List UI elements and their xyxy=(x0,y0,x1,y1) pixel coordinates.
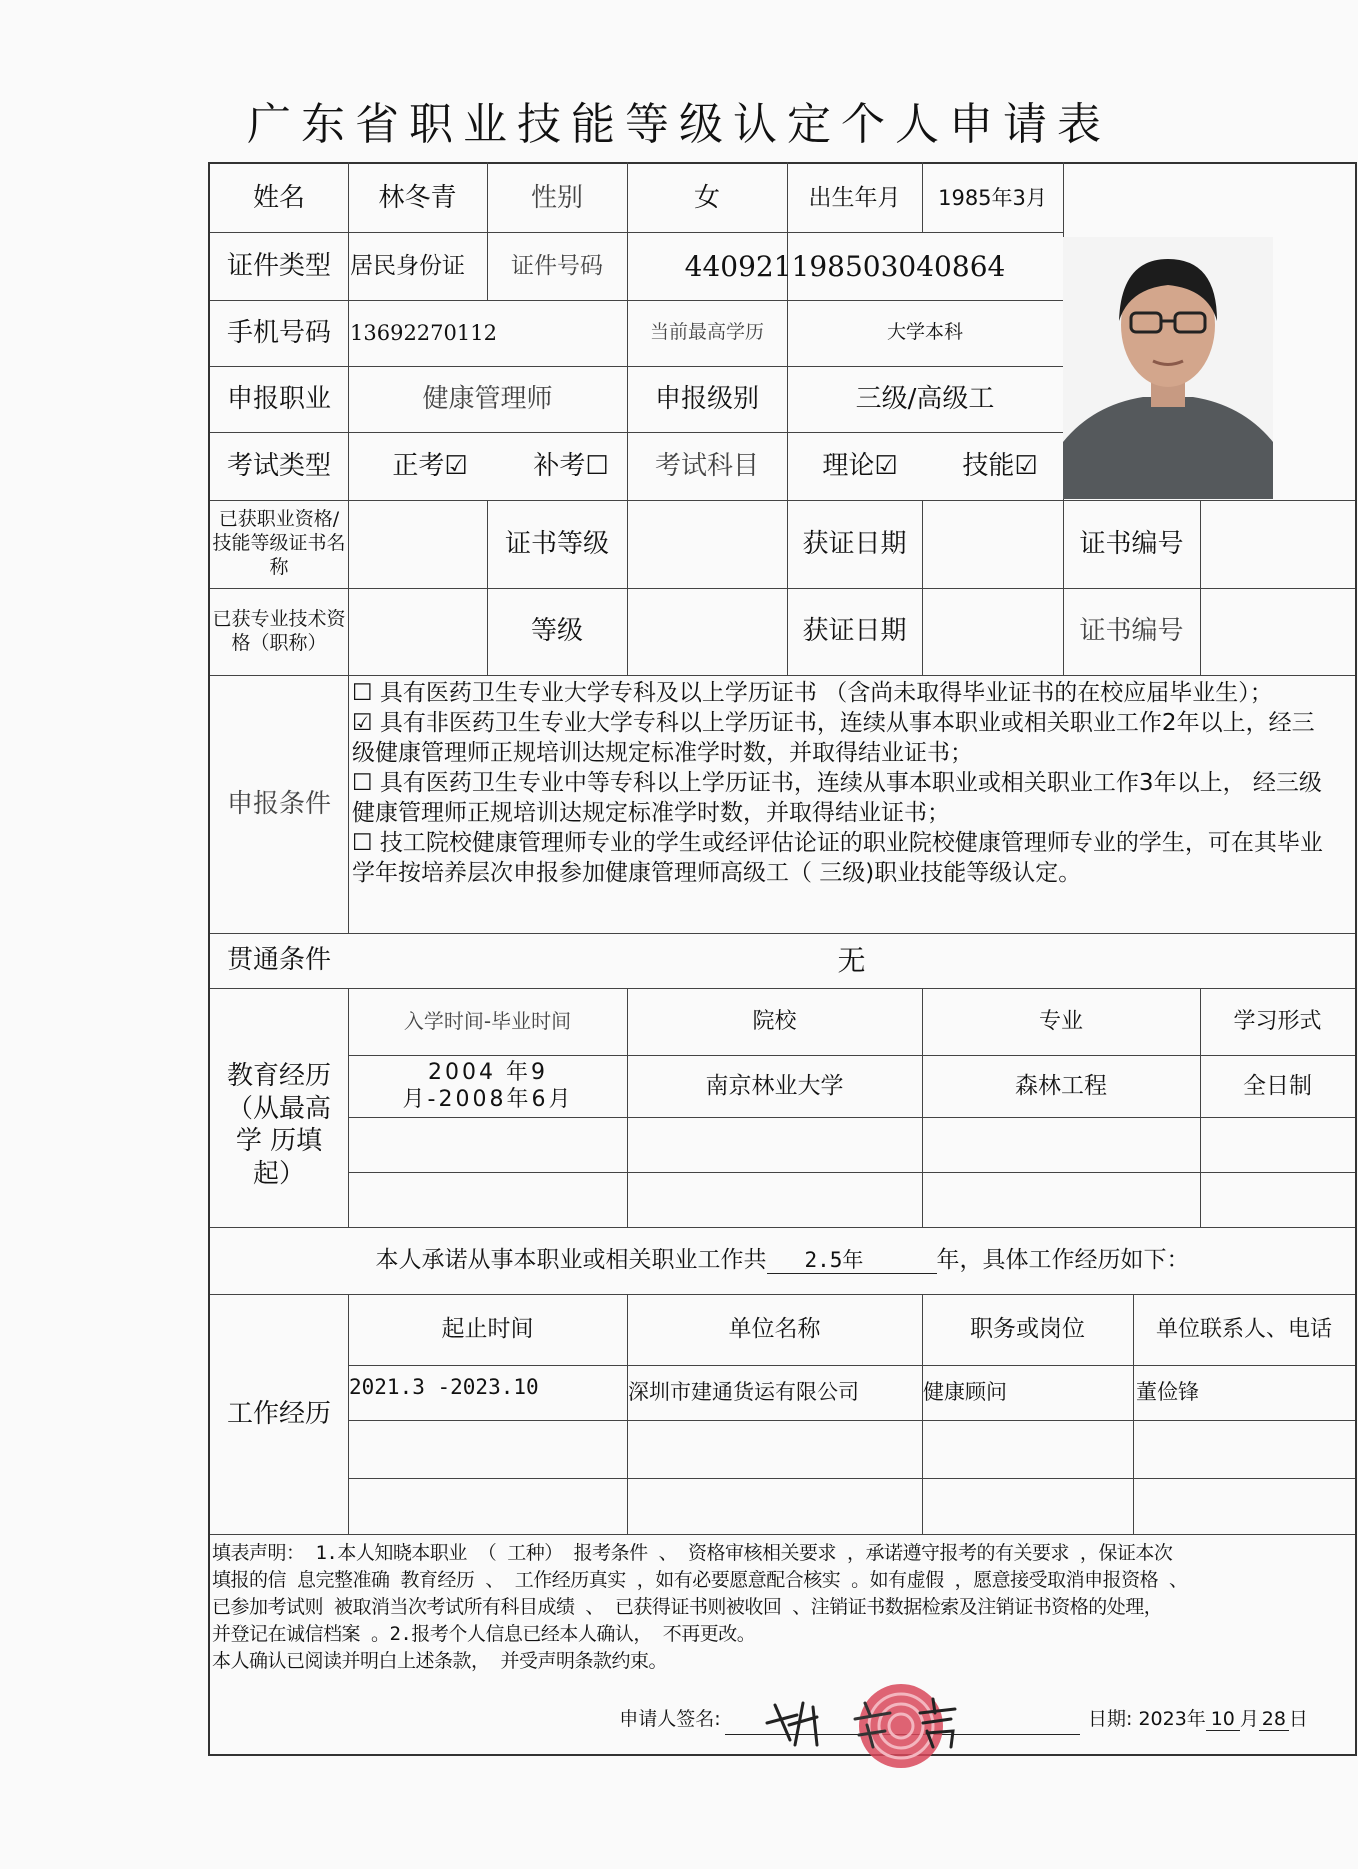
work-row-company[interactable]: 深圳市建通货运有限公司 xyxy=(628,1380,859,1405)
work-header-company: 单位名称 xyxy=(728,1316,821,1343)
edu-label: 当前最高学历 xyxy=(649,321,764,344)
phone-value[interactable]: 13692270112 xyxy=(350,320,497,345)
date-day[interactable]: 28 xyxy=(1259,1708,1289,1731)
job-value[interactable]: 健康管理师 xyxy=(422,383,553,414)
phone-label: 手机号码 xyxy=(226,317,331,348)
subject-skill-checkbox[interactable]: 技能☑ xyxy=(962,450,1038,481)
level-value[interactable]: 三级/高级工 xyxy=(855,383,995,414)
applicant-photo xyxy=(1063,237,1273,499)
work-promise xyxy=(210,1227,1355,1294)
edu-header-major: 专业 xyxy=(1038,1008,1083,1034)
work-row-period[interactable]: 2021.3 -2023.10 xyxy=(349,1375,539,1400)
date-day-unit: 日 xyxy=(1288,1708,1308,1730)
through-value[interactable]: 无 xyxy=(837,944,866,977)
date-year[interactable]: 2023年 xyxy=(1138,1708,1206,1730)
declaration-line: 本人确认已阅读并明白上述条款， 并受声明条款约束。 xyxy=(212,1650,667,1672)
cert-date-label: 获证日期 xyxy=(802,528,907,559)
condition-item-3[interactable]: ☐ 具有医药卫生专业中等专科以上学历证书，连续从事本职业或相关职业工作3年以上， 经三级健康管理师正规培训达规定标准学时数，并取得结业证书； xyxy=(352,770,1322,826)
education-label: 教育经历（从最高学 历填起） xyxy=(226,1061,331,1189)
gender-label: 性别 xyxy=(530,182,583,213)
declaration-line: 并登记在诚信档案 。2.报考个人信息已经本人确认， 不再更改。 xyxy=(212,1623,756,1645)
declaration-line: 已参加考试则 被取消当次考试所有科目成绩 、 已获得证书则被收回 、注销证书数据检索及注销证书资格的处理， xyxy=(212,1596,1163,1618)
edu-row-period[interactable]: 2004 年9 月-2008年6月 xyxy=(402,1059,574,1112)
condition-item-2[interactable]: ☑ 具有非医药卫生专业大学专科以上学历证书，连续从事本职业或相关职业工作2年以上，经三级健康管理师正规培训达规定标准学时数，并取得结业证书； xyxy=(352,710,1315,766)
work-row-position[interactable]: 健康顾问 xyxy=(923,1380,1007,1405)
form-title: 广东省职业技能等级认定个人申请表 xyxy=(247,99,1111,150)
edu-row-form[interactable]: 全日制 xyxy=(1243,1072,1312,1099)
work-label: 工作经历 xyxy=(226,1398,331,1429)
date-month-unit: 月 xyxy=(1239,1708,1259,1730)
subject-theory-checkbox[interactable]: 理论☑ xyxy=(822,450,898,481)
conditions-list xyxy=(352,678,1332,888)
cert-no-label: 证书编号 xyxy=(1079,528,1184,559)
id-type-value[interactable]: 居民身份证 xyxy=(350,252,465,279)
qual-name-label: 已获职业资格/技能等级证书名称 xyxy=(212,508,346,578)
edu-header-period: 入学时间-毕业时间 xyxy=(403,1009,572,1033)
subject-label: 考试科目 xyxy=(654,450,759,481)
through-label: 贯通条件 xyxy=(226,945,331,976)
tech-date-label: 获证日期 xyxy=(802,616,907,647)
tech-title-label: 已获专业技术资格（职称） xyxy=(212,607,346,654)
exam-makeup-checkbox[interactable]: 补考☐ xyxy=(533,450,609,481)
sign-date xyxy=(1088,1704,1308,1731)
handwritten-signature-icon xyxy=(755,1685,985,1755)
cert-level-label: 证书等级 xyxy=(504,528,609,559)
work-header-position: 职务或岗位 xyxy=(970,1316,1085,1343)
exam-normal-checkbox[interactable]: 正考☑ xyxy=(392,450,468,481)
id-type-label: 证件类型 xyxy=(226,250,331,281)
edu-row-major[interactable]: 森林工程 xyxy=(1015,1072,1107,1099)
declaration-line: 填报的信 息完整准确 教育经历 、 工作经历真实 ，如有必要愿意配合核实 。如有虚假 ，愿意接受取消申报资格 、 xyxy=(212,1569,1188,1591)
level-label: 申报级别 xyxy=(654,383,759,414)
edu-header-school: 院校 xyxy=(752,1008,797,1034)
condition-item-1[interactable]: ☐ 具有医药卫生专业大学专科及以上学历证书 （含尚未取得毕业证书的在校应届毕业生）； xyxy=(352,680,1273,706)
edu-header-form: 学习形式 xyxy=(1233,1008,1322,1034)
edu-value[interactable]: 大学本科 xyxy=(886,321,963,344)
signature-label: 申请人签名: xyxy=(619,1708,721,1731)
promise-years[interactable]: 2.5年 xyxy=(767,1247,937,1274)
birth-label: 出生年月 xyxy=(808,184,901,211)
condition-item-4[interactable]: ☐ 技工院校健康管理师专业的学生或经评估论证的职业院校健康管理师专业的学生，可在其毕业学年按培养层次申报参加健康管理师高级工（ 三级)职业技能等级认定。 xyxy=(352,830,1323,886)
gender-value[interactable]: 女 xyxy=(693,182,720,213)
job-label: 申报职业 xyxy=(226,383,331,414)
id-no-label: 证件号码 xyxy=(511,252,603,279)
work-header-period: 起止时间 xyxy=(441,1316,534,1343)
promise-prefix: 本人承诺从事本职业或相关职业工作共 xyxy=(375,1247,767,1274)
date-month[interactable]: 10 xyxy=(1206,1708,1240,1731)
declaration xyxy=(212,1540,1347,1675)
exam-type-label: 考试类型 xyxy=(226,450,331,481)
birth-value[interactable]: 1985年3月 xyxy=(938,185,1047,210)
edu-row-school[interactable]: 南京林业大学 xyxy=(705,1072,844,1099)
work-header-contact: 单位联系人、电话 xyxy=(1155,1316,1332,1342)
conditions-label: 申报条件 xyxy=(226,788,331,819)
tech-no-label: 证书编号 xyxy=(1079,616,1184,647)
date-label: 日期: xyxy=(1088,1708,1139,1730)
work-row-contact[interactable]: 董俭锋 xyxy=(1136,1380,1199,1405)
grade-label: 等级 xyxy=(530,616,583,647)
promise-suffix: 年，具体工作经历如下： xyxy=(936,1247,1190,1274)
id-no-value[interactable]: 440921198503040864 xyxy=(684,249,1006,283)
name-label: 姓名 xyxy=(252,182,305,213)
name-value[interactable]: 林冬青 xyxy=(378,182,457,213)
declaration-line: 填表声明： 1.本人知晓本职业 （ 工种） 报考条件 、 资格审核相关要求 ，承诺遵守报考的有关要求 ，保证本次 xyxy=(212,1542,1173,1564)
